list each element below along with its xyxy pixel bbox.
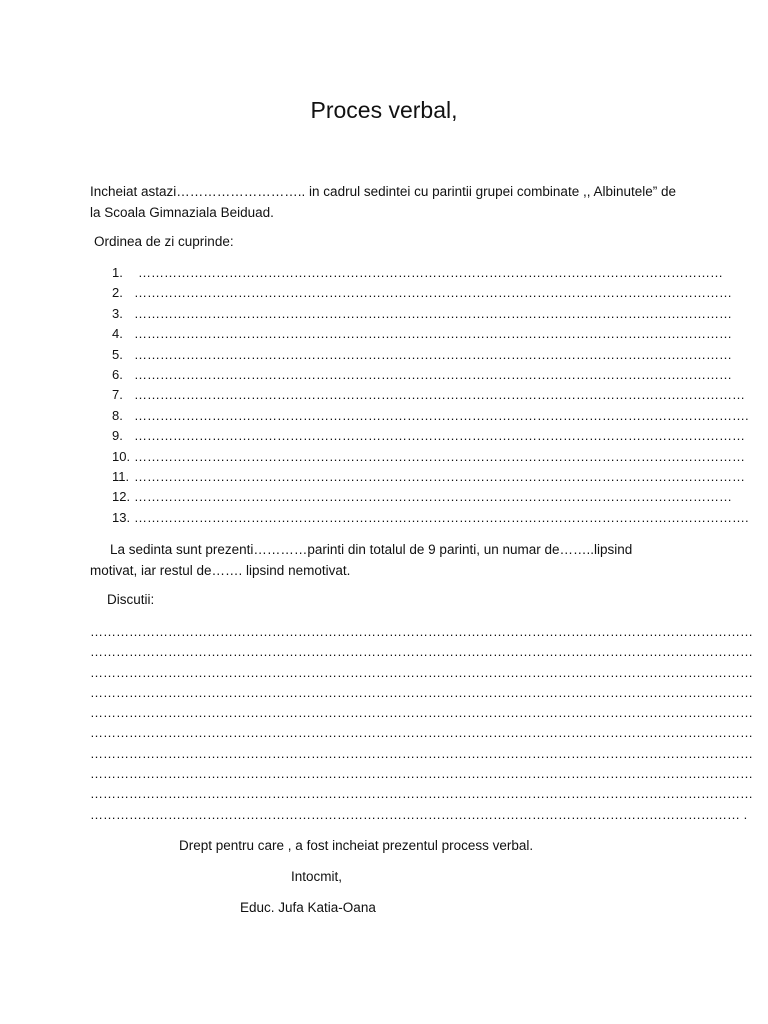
agenda-item-number: 3. — [112, 305, 123, 321]
discussion-line: ……………………………………………………………………………………………………………………………………… — [90, 766, 753, 782]
agenda-item-blank: …………………………………………………………………………………………………………………………… — [134, 468, 745, 484]
intro-paragraph: Incheiat astazi……………………….. in cadrul sedintei cu parintii grupei combinate ,, Albinutele” de la Scoala Gimnaziala Beiduad. — [90, 184, 677, 220]
agenda-item-blank: …………………………………………………………………………………………………………………………… — [134, 428, 745, 444]
discussion-line: ……………………………………………………………………………………………………………………………………… — [90, 684, 753, 700]
discussion-line: ……………………………………………………………………………………………………………………………………… — [90, 745, 753, 761]
intocmit-label: Intocmit, — [291, 869, 343, 884]
agenda-item-blank: ………………………………………………………………………………………………………………………… — [134, 489, 732, 505]
agenda-item — [112, 365, 732, 385]
agenda-item — [112, 345, 732, 365]
page-title: Proces verbal, — [310, 97, 458, 123]
agenda-item-number: 1. — [112, 265, 123, 280]
agenda-item-blank: …………………………………………………………………………………………………………………………… — [134, 448, 745, 464]
agenda-item — [112, 426, 745, 446]
agenda-item — [112, 263, 723, 283]
discussion-line: …………………………………………………………………………………………………………………………………… . — [90, 806, 748, 822]
signature-name: Educ. Jufa Katia-Oana — [240, 900, 376, 915]
agenda-item-number: 13. — [112, 509, 131, 525]
agenda-item-number: 8. — [112, 407, 123, 423]
agenda-item-number: 6. — [112, 366, 123, 382]
agenda-item-number: 11. — [112, 468, 130, 484]
agenda-item-number: 9. — [112, 428, 123, 444]
agenda-item — [112, 406, 749, 426]
agenda-item — [112, 508, 749, 528]
agenda-item-blank: ………………………………………………………………………………………………………………………… — [134, 326, 732, 342]
discussion-lines — [90, 622, 753, 825]
agenda-item-number: 7. — [112, 387, 123, 403]
closing-statement: Drept pentru care , a fost incheiat prezentul process verbal. — [179, 838, 534, 853]
discussion-line: ……………………………………………………………………………………………………………………………………… — [90, 705, 753, 721]
agenda-list — [112, 263, 749, 528]
agenda-item — [112, 487, 732, 507]
agenda-item-number: 4. — [112, 326, 123, 342]
agenda-item — [112, 385, 745, 405]
attendance-text: La sedinta sunt prezenti…………parinti din totalul de 9 parinti, un numar de……..lipsind motivat, iar restul de……. lipsind nemotivat. — [90, 542, 633, 578]
agenda-item-blank: ……………………………………………………………………………………………………………………………. — [134, 509, 749, 525]
agenda-item-blank: ………………………………………………………………………………………………………………………… — [134, 305, 732, 321]
agenda-item — [112, 447, 745, 467]
agenda-item-blank: ………………………………………………………………………………………………………………………… — [134, 285, 732, 301]
agenda-heading: Ordinea de zi cuprinde: — [94, 234, 234, 249]
agenda-item-blank: ……………………………………………………………………………………………………………………………. — [134, 407, 749, 423]
agenda-item-blank: ………………………………………………………………………………………………………………………… — [134, 366, 732, 382]
agenda-item-blank: ……………………………………………………………………………………………………………………… — [138, 265, 723, 280]
discussion-heading: Discutii: — [107, 592, 155, 607]
agenda-item-number: 10. — [112, 448, 131, 464]
agenda-item — [112, 467, 745, 487]
agenda-item-number: 5. — [112, 346, 123, 362]
agenda-item-number: 2. — [112, 285, 123, 301]
discussion-line: ……………………………………………………………………………………………………………………………………… — [90, 644, 753, 660]
discussion-line: ……………………………………………………………………………………………………………………………………… — [90, 624, 753, 639]
discussion-line: ……………………………………………………………………………………………………………………………………… — [90, 786, 753, 802]
discussion-line: ……………………………………………………………………………………………………………………………………… — [90, 664, 753, 680]
agenda-item-blank: …………………………………………………………………………………………………………………………… — [134, 387, 745, 403]
agenda-item — [112, 304, 732, 324]
attendance-paragraph — [90, 539, 680, 581]
agenda-item-number: 12. — [112, 489, 131, 505]
agenda-item — [112, 324, 732, 344]
agenda-item-blank: ………………………………………………………………………………………………………………………… — [134, 346, 732, 362]
agenda-item — [112, 283, 732, 303]
discussion-line: ……………………………………………………………………………………………………………………………………… — [90, 725, 753, 741]
